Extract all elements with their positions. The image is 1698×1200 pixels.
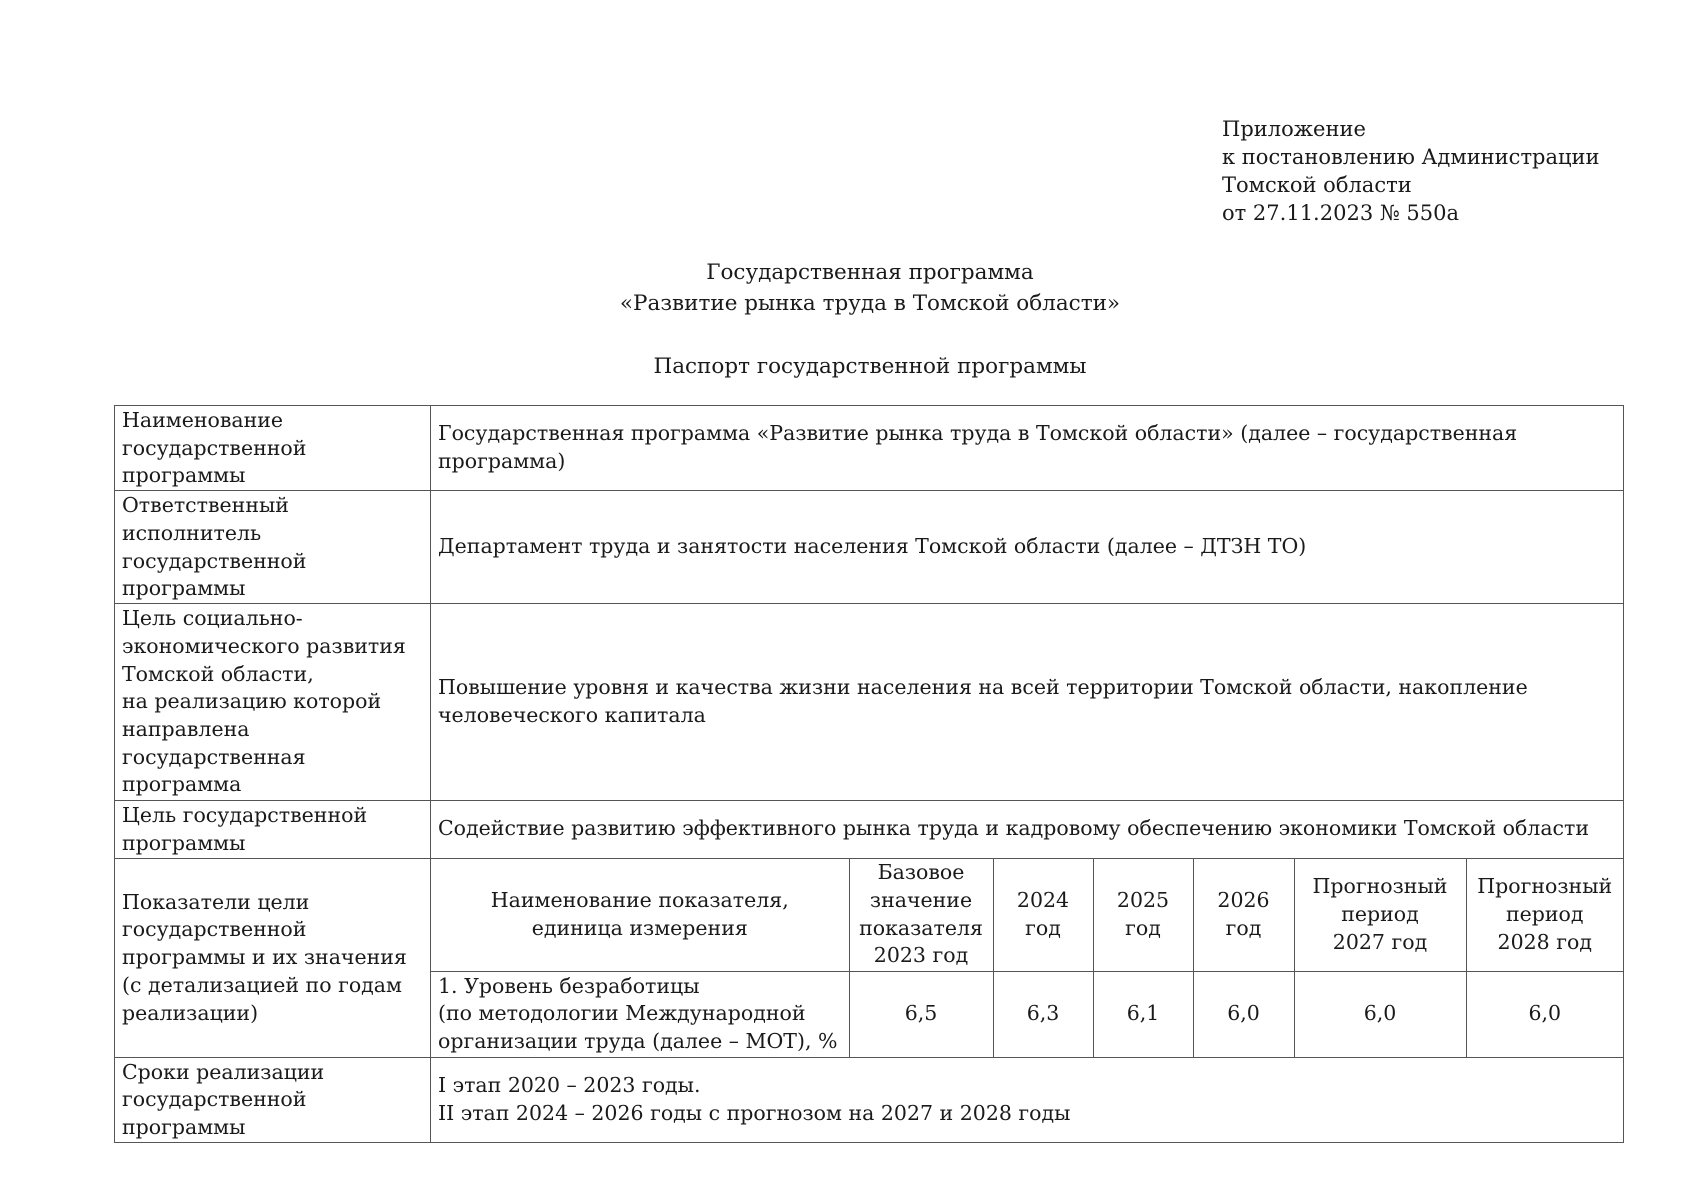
appendix-line-1: Приложение xyxy=(1222,117,1366,141)
row-value: Содействие развитию эффективного рынка труда и кадровому обеспечению экономики Томской области xyxy=(431,801,1624,858)
row-executor xyxy=(115,491,1624,604)
header-2024: 2024 год xyxy=(993,859,1093,972)
indicator-2028-value: 6,0 xyxy=(1466,972,1623,1057)
passport-table xyxy=(114,405,1624,1143)
indicators-table xyxy=(431,859,1623,1057)
passport-heading: Паспорт государственной программы xyxy=(653,354,1087,379)
row-social-goal xyxy=(115,604,1624,801)
row-value: Повышение уровня и качества жизни населения на всей территории Томской области, накопление человеческого капитала xyxy=(431,604,1624,801)
indicator-base-value: 6,5 xyxy=(849,972,993,1057)
indicator-2024-value: 6,3 xyxy=(993,972,1093,1057)
program-title-line-2: «Развитие рынка труда в Томской области» xyxy=(619,291,1121,316)
row-label: Ответственный исполнитель государственной программы xyxy=(115,491,431,604)
row-label: Сроки реализации государственной программы xyxy=(115,1057,431,1142)
row-value: Департамент труда и занятости населения Томской области (далее – ДТЗН ТО) xyxy=(431,491,1624,604)
indicator-2026-value: 6,0 xyxy=(1193,972,1294,1057)
header-base-value: Базовое значение показателя 2023 год xyxy=(849,859,993,972)
row-program-name xyxy=(115,406,1624,491)
indicators-header-row xyxy=(431,859,1623,972)
appendix-line-3: Томской области xyxy=(1222,173,1412,197)
row-terms xyxy=(115,1057,1624,1142)
header-forecast-2027: Прогнозный период 2027 год xyxy=(1294,859,1466,972)
header-forecast-2028: Прогнозный период 2028 год xyxy=(1466,859,1623,972)
indicator-row xyxy=(431,972,1623,1057)
row-program-goal xyxy=(115,801,1624,858)
indicator-2027-value: 6,0 xyxy=(1294,972,1466,1057)
indicator-name: 1. Уровень безработицы (по методологии Международной организации труда (далее – МОТ), % xyxy=(431,972,849,1057)
row-label: Наименование государственной программы xyxy=(115,406,431,491)
appendix-block xyxy=(1222,115,1600,227)
appendix-line-2: к постановлению Администрации xyxy=(1222,145,1600,169)
row-value: I этап 2020 – 2023 годы. II этап 2024 – 2026 годы с прогнозом на 2027 и 2028 годы xyxy=(431,1057,1624,1142)
row-label: Цель социально- экономического развития Томской области, на реализацию которой направлена государственная программа xyxy=(115,604,431,801)
program-title-line-1: Государственная программа xyxy=(706,260,1034,285)
row-value: Государственная программа «Развитие рынка труда в Томской области» (далее – государственная программа) xyxy=(431,406,1624,491)
indicator-2025-value: 6,1 xyxy=(1093,972,1193,1057)
header-2026: 2026 год xyxy=(1193,859,1294,972)
row-indicators xyxy=(115,858,1624,1057)
header-2025: 2025 год xyxy=(1093,859,1193,972)
appendix-line-4: от 27.11.2023 № 550а xyxy=(1222,201,1459,225)
row-label: Показатели цели государственной программы и их значения (с детализацией по годам реализации) xyxy=(115,858,431,1057)
program-title xyxy=(0,257,1698,319)
indicators-cell xyxy=(431,858,1624,1057)
row-label: Цель государственной программы xyxy=(115,801,431,858)
header-indicator-name: Наименование показателя, единица измерения xyxy=(431,859,849,972)
